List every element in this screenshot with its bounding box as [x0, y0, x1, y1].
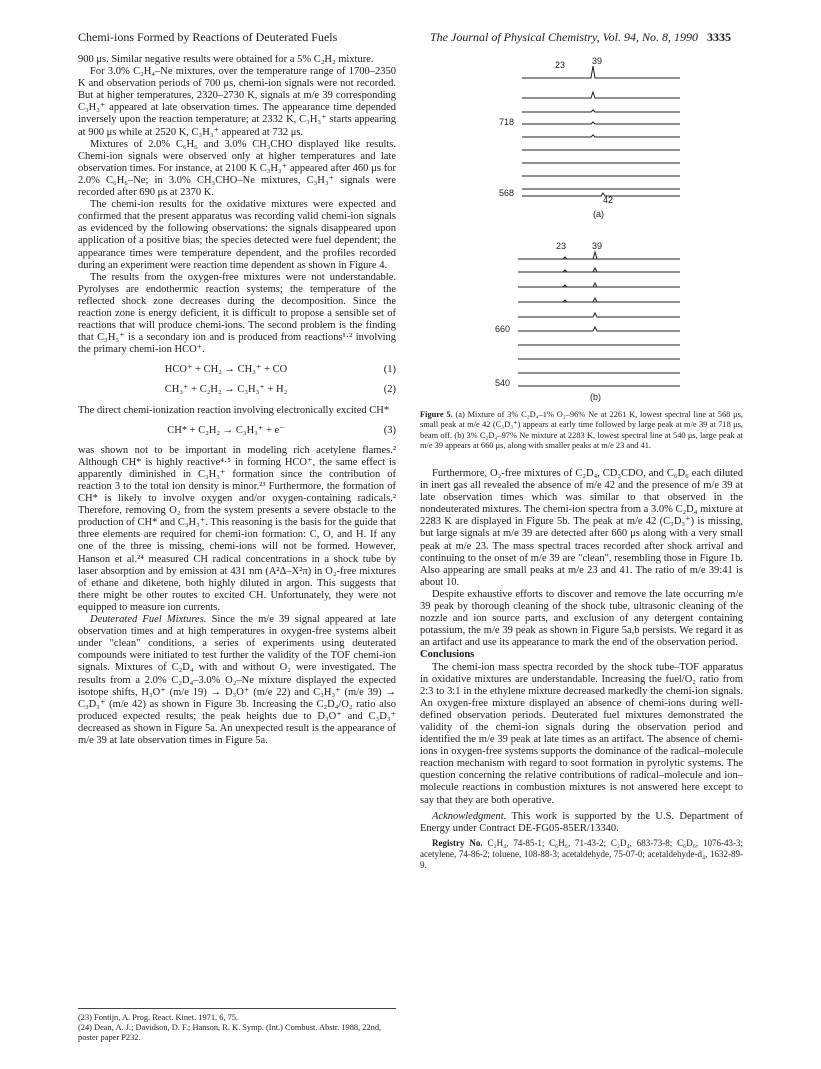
page-number: 3335 [707, 30, 731, 44]
reference: (23) Fontijn, A. Prog. React. Kinet. 1971, 6, 75. [78, 1013, 239, 1022]
panel-label: (b) [590, 392, 601, 402]
subsection-heading: Deuterated Fuel Mixtures. [90, 614, 207, 626]
paragraph: For 3.0% C₂H₄–Ne mixtures, over the temperature range of 1700–2350 K and observation periods of 700 μs, chemi-ion signals were not recorded. But at higher temperatures, 2320–2730 K, signals at m/e 39 corresponding C₃H₃⁺ appeared at late observation times. The appearance time depended inversely upon the reaction temperature; at 2332 K, C₃H₃⁺ starts appearing at 900 μs while at 2520 K, C₃H₃⁺ appeared at 732 μs. [78, 66, 396, 138]
spectral-trace [518, 252, 680, 259]
time-label: 568 [499, 188, 515, 198]
registry-heading: Registry No. [432, 837, 483, 848]
paragraph-text: Since the m/e 39 signal appeared at late observation times and at high temperatures in oxygen-free systems albeit under "clean" conditions, a series of experiments using deuterated compounds were initiated to test further the validity of the TOF chemi-ion signals. Mixtures of C₂D₄ with and without O₂ were investigated. The results from a 2.0% C₂D₄–3.0% O₂–Ne mixture displayed the expected isotope shifts, H₃O⁺ (m/e 19) → D₃O⁺ (m/e 22) and C₃H₃⁺ (m/e 39) → C₃D₃⁺ (m/e 42) as shown in Figure 3b. Increasing the C₂D₄/O₂ ratio also produced expected results; the peak heights due to D₃O⁺ and C₃D₃⁺ decreased as shown in Figure 5a. An unexpected result is the appearance of m/e 39 at late observation times in Figure 5a. [78, 614, 396, 746]
equation-3 [78, 425, 396, 437]
spectral-trace [518, 283, 680, 287]
right-column [420, 468, 743, 871]
mass-label: 39 [592, 56, 603, 66]
equation-number: (1) [383, 364, 396, 376]
spectral-trace [522, 66, 680, 78]
figure-5b [518, 252, 680, 386]
paragraph: The chemi-ion mass spectra recorded by the shock tube–TOF apparatus in oxidative mixtures are understandable. Increasing the fuel/O₂ ratio from 2:3 to 3:1 in the ethylene mixture decreased markedly the chemi-ion signals. An oxygen-free mixture displayed an absence of chemi-ions during well-defined observation periods. Deuterated fuel mixtures demonstrated the validity of the chemi-ion signals during the observation period and identified the m/e 39 peak at late times as an artifact. The absence of chemi-ions in oxygen-free systems supports the dominance of the radical–molecule reaction mechanism with regard to soot formation in pyrolytic systems. The question concerning the relative contributions of radical–molecule and ion–molecule reactions in combustion mixtures is not answered here except to say that they are both operative. [420, 661, 743, 806]
registry-numbers [420, 838, 743, 871]
equation-2 [78, 384, 396, 396]
spectral-trace [518, 313, 680, 317]
spectral-trace [522, 110, 680, 112]
paragraph: Despite exhaustive efforts to discover and remove the late occurring m/e 39 peak by thorough cleaning of the shock tube, ultrasonic cleaning of the nozzle and ion source parts, and exclusion of any detergent containing potassium, the m/e 39 peak as shown in Figure 5a,b persists. We regard it as an artifact and use its appearance to mark the end of the observation period. [420, 588, 743, 649]
paragraph [78, 614, 396, 747]
footnote-references [78, 1008, 396, 1043]
caption-text: (a) Mixture of 3% C₂D₄–1% O₂–96% Ne at 2261 K, lowest spectral line at 568 μs, small peak at m/e 42 (C₃D₃⁺) appears at early time followed by large peak at m/e 39 at 718 μs, beam off. (b) 3% C₂D₄–97% Ne mixture at 2283 K, lowest spectral line at 540 μs, large peak at m/e 39 appears at 660 μs, along with smaller peaks at m/e 23 and 41. [420, 410, 743, 451]
left-column [78, 54, 396, 747]
time-label: 660 [495, 324, 511, 334]
caption-label: Figure 5. [420, 410, 453, 419]
spectral-trace [518, 268, 680, 272]
spectral-trace [522, 135, 680, 137]
figure-caption [420, 410, 743, 452]
paragraph: Furthermore, O₂-free mixtures of C₂D₄, CD₃CDO, and C₆D₆ each diluted in inert gas all revealed the absence of m/e 42 and the presence of m/e 39 at late observation times which was similar to that observed in the nondeuterated mixtures. The chemi-ion spectra from a 3.0% C₂D₄ mixture at 2283 K are displayed in Figure 5b. The peak at m/e 42 (C₃D₃⁺) is missing, but large signals at m/e 39 are detected after 660 μs along with a very small peak at m/e 23. The mass spectral traces recorded after shock arrival and continuing to the onset of m/e 39 are "clean", resembling those in Figure 1b. Also appearing are small peaks at m/e 23 and 41. The ratio of m/e 39:41 is about 10. [420, 468, 743, 588]
reference: (24) Dean, A. J.; Davidson, D. F.; Hanson, R. K. Symp. (Int.) Combust. Abstr. 1988, 22nd, poster paper P232. [78, 1023, 382, 1042]
section-heading: Conclusions [420, 649, 475, 661]
journal-citation [430, 30, 731, 45]
acknowledgment-text: This work is supported by the U.S. Department of Energy under Contract DE-FG05-85ER/13340. [420, 810, 743, 834]
time-label: 718 [499, 117, 515, 127]
mass-label: 23 [555, 60, 566, 70]
acknowledgment-heading: Acknowledgment. [432, 810, 507, 822]
registry-text: C₂H₄, 74-85-1; C₆H₆, 71-43-2; C₂D₄, 683-73-8; C₆D₆, 1076-43-3; acetylene, 74-86-2; toluene, 108-88-3; acetaldehyde, 75-07-0; acetaldehyde-d₄, 1632-89-9. [420, 837, 743, 870]
paragraph: The chemi-ion results for the oxidative mixtures were expected and confirmed that the present apparatus was recording valid chemi-ion signals as evidenced by the following observations: the signals disappeared upon application of a positive bias; the species detected were fuel dependent; the appearance times were temperature dependent, and the profiles recorded during an experiment were reaction time dependent as shown in Figure 4. [78, 199, 396, 271]
spectral-trace [522, 122, 680, 124]
paragraph: 900 μs. Similar negative results were obtained for a 5% C₂H₂ mixture. [78, 54, 374, 65]
paragraph: The results from the oxygen-free mixtures were not understandable. Pyrolyses are endothermic reaction systems; the temperature of the reflected shock zone decreases during the decomposition. Since the reaction zone is energy deficient, it is difficult to propose a sensible set of reactions that will produce chemi-ions. The second problem is the finding that C₃H₃⁺ is a secondary ion and is produced from reactions¹·² involving the primary chemi-ion HCO⁺. [78, 271, 396, 356]
mass-label: 42 [603, 195, 614, 205]
equation-number: (2) [383, 384, 396, 396]
paragraph: The direct chemi-ionization reaction involving electronically excited CH* [78, 404, 390, 416]
time-label: 540 [495, 378, 511, 388]
spectral-trace [522, 92, 680, 98]
paragraph: Mixtures of 2.0% C₆H₆ and 3.0% CH₃CHO displayed like results. Chemi-ion signals were observed only at higher temperatures and late observation times. For instance, at 2100 K C₃H₃⁺ appeared after 460 μs for 2.0% C₆H₆–Ne; in 3.0% CH₃CHO–Ne mixtures, C₃H₃⁺ signals were recorded after 690 μs at 2370 K. [78, 138, 396, 199]
journal-name: The Journal of Physical Chemistry, Vol. 94, No. 8, 1990 [430, 30, 698, 44]
spectral-trace [522, 193, 680, 196]
panel-label: (a) [593, 209, 604, 219]
equation-text: CH₃⁺ + C₂H₂ → C₃H₃⁺ + H₂ [164, 384, 288, 396]
paragraph: was shown not to be important in modeling rich acetylene flames.² Although CH* is highly reactive⁴·⁵ in forming HCO⁺, the same effect is apparently diminished in C₃H₃⁺ formation since the contribution of reaction 3 to the total ion density is minor.²³ Furthermore, the formation of CH* is likely to involve oxygen and/or oxygen-containing radicals.² Therefore, removing O₂ from the system presents a severe obstacle to the production of CH* and C₃H₃⁺. This reasoning is the basis for the guide that three elements are required for chemi-ion formation: C, O, and H. If any one of the three is missing, chemi-ions will not be formed. However, Hanson et al.²⁴ measured CH radical concentrations in a shock tube by laser absorption and by emission at 431 nm (A²Δ–X²π) in O₂-free mixtures of ethane and diketene, both highly diluted in argon. This suggests that there might be other routes to excited CH. Unfortunately, they were not equipped to measure ion currents. [78, 444, 396, 613]
mass-label: 23 [556, 241, 567, 251]
mass-label: 39 [592, 241, 603, 251]
equation-number: (3) [383, 424, 396, 436]
acknowledgment [420, 811, 743, 835]
running-head: Chemi-ions Formed by Reactions of Deuterated Fuels [78, 30, 338, 44]
equation-1 [78, 364, 396, 376]
spectral-trace [518, 327, 680, 331]
spectral-trace [518, 298, 680, 302]
equation-text: HCO⁺ + CH₂ → CH₃⁺ + CO [164, 364, 288, 376]
figure-5a [522, 66, 680, 196]
equation-text: CH* + C₂H₂ → C₃H₃⁺ + e⁻ [167, 424, 285, 436]
